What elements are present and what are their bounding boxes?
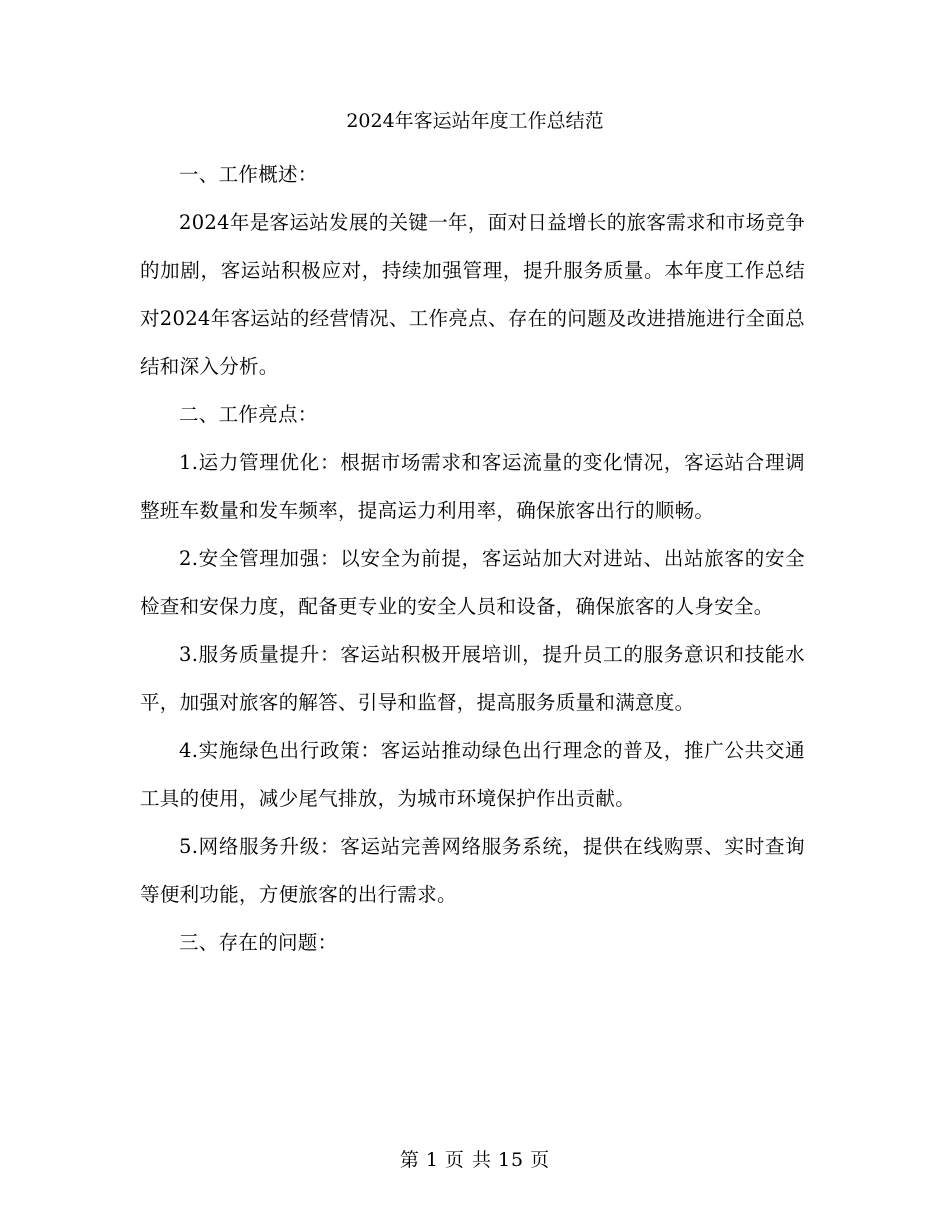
page-suffix: 页 (530, 1149, 551, 1171)
section-heading-problems: 三、存在的问题： (179, 931, 338, 954)
document-title: 2024年客运站年度工作总结范 (346, 110, 604, 132)
paragraph-highlight-5: 5.网络服务升级：客运站完善网络服务系统，提供在线购票、实时查询等便利功能，方便旅客的出行需求。 (140, 835, 805, 906)
section-heading-highlights: 二、工作亮点： (179, 403, 318, 426)
page-number-total: 15 (497, 1149, 525, 1171)
paragraph-overview: 2024年是客运站发展的关键一年，面对日益增长的旅客需求和市场竞争的加剧，客运站积极应对，持续加强管理，提升服务质量。本年度工作总结对2024年客运站的经营情况、工作亮点、存在的问题及改进措施进行全面总结和深入分析。 (140, 211, 805, 378)
paragraph-highlight-3: 3.服务质量提升：客运站积极开展培训，提升员工的服务意识和技能水平，加强对旅客的解答、引导和监督，提高服务质量和满意度。 (140, 643, 805, 714)
page-prefix: 第 (399, 1149, 420, 1171)
page-number-current: 1 (425, 1149, 439, 1171)
paragraph-highlight-2: 2.安全管理加强：以安全为前提，客运站加大对进站、出站旅客的安全检查和安保力度，配备更专业的安全人员和设备，确保旅客的人身安全。 (140, 547, 805, 618)
paragraph-highlight-1: 1.运力管理优化：根据市场需求和客运流量的变化情况，客运站合理调整班车数量和发车频率，提高运力利用率，确保旅客出行的顺畅。 (140, 451, 805, 522)
section-heading-overview: 一、工作概述： (179, 163, 318, 186)
paragraph-highlight-4: 4.实施绿色出行政策：客运站推动绿色出行理念的普及，推广公共交通工具的使用，减少尾气排放，为城市环境保护作出贡献。 (140, 739, 805, 810)
document-body (140, 151, 805, 967)
page-middle-text: 页 共 (444, 1149, 492, 1171)
page-footer (0, 1142, 950, 1178)
